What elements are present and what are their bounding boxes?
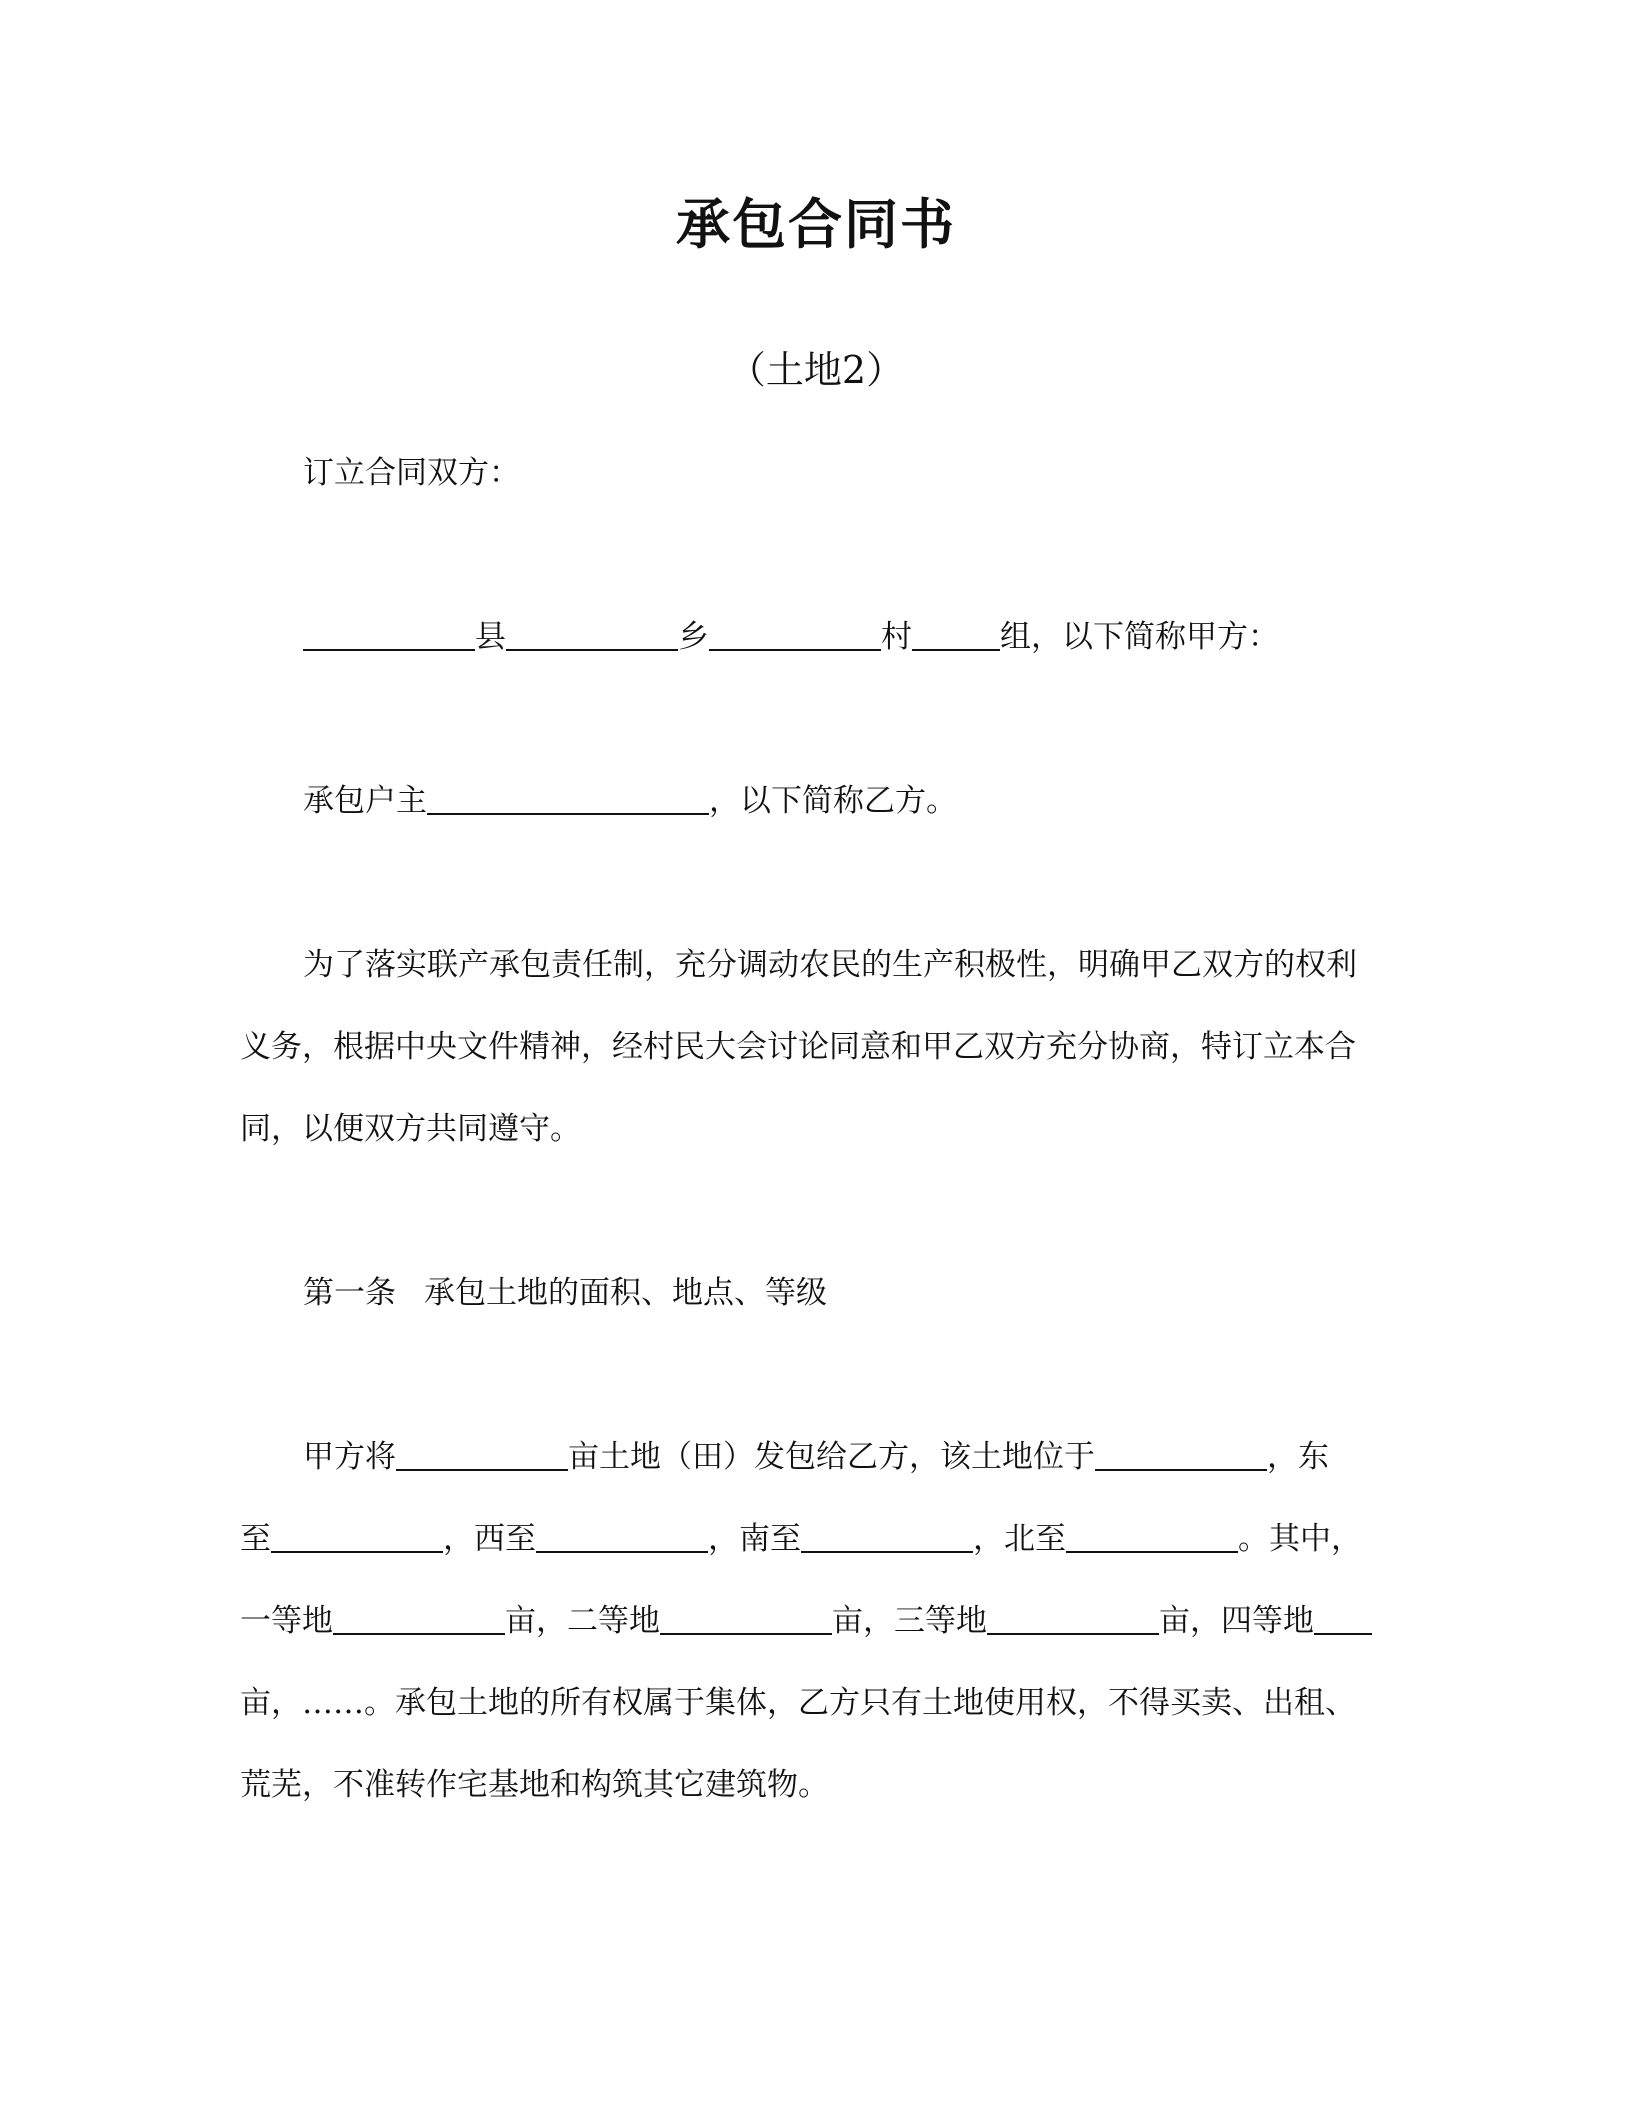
article-1-line-4: 亩，……。承包土地的所有权属于集体，乙方只有土地使用权，不得买卖、出租、 xyxy=(240,1685,1356,1721)
party-a-suffix: 组，以下简称甲方： xyxy=(1000,619,1279,655)
household-head-blank[interactable] xyxy=(427,779,709,815)
north-boundary-blank[interactable] xyxy=(1066,1517,1238,1553)
text-segment: 亩土地（田）发包给乙方，该土地位于 xyxy=(568,1439,1095,1475)
township-label: 乡 xyxy=(678,619,709,655)
county-label: 县 xyxy=(475,619,506,655)
preamble-line-1: 为了落实联产承包责任制，充分调动农民的生产积极性，明确甲乙双方的权利 xyxy=(303,947,1357,983)
document-subtitle: （土地2） xyxy=(727,348,905,392)
article-1-line-1 xyxy=(303,1432,1390,1482)
party-b-line xyxy=(303,776,1390,826)
party-b-suffix: ，以下简称乙方。 xyxy=(709,783,957,819)
group-blank[interactable] xyxy=(912,615,1000,651)
county-blank[interactable] xyxy=(303,615,475,651)
text-segment: ，北至 xyxy=(973,1521,1066,1557)
grade-1-blank[interactable] xyxy=(333,1599,505,1635)
party-b-prefix: 承包户主 xyxy=(303,783,427,819)
article-1-number: 第一条 xyxy=(303,1275,396,1311)
text-segment: 至 xyxy=(240,1521,271,1557)
text-segment: 亩，四等地 xyxy=(1159,1603,1314,1639)
grade-3-blank[interactable] xyxy=(987,1599,1159,1635)
article-1-line-3 xyxy=(240,1596,1390,1646)
text-segment: ，东 xyxy=(1267,1439,1329,1475)
preamble-line-2: 义务，根据中央文件精神，经村民大会讨论同意和甲乙双方充分协商，特订立本合 xyxy=(240,1029,1356,1065)
location-blank[interactable] xyxy=(1095,1435,1267,1471)
grade-2-blank[interactable] xyxy=(660,1599,832,1635)
west-boundary-blank[interactable] xyxy=(536,1517,708,1553)
grade-4-blank[interactable] xyxy=(1314,1599,1372,1635)
text-segment: 。其中， xyxy=(1238,1521,1362,1557)
text-segment: 甲方将 xyxy=(303,1439,396,1475)
text-segment: 一等地 xyxy=(240,1603,333,1639)
township-blank[interactable] xyxy=(506,615,678,651)
preamble-line-3: 同，以便双方共同遵守。 xyxy=(240,1111,581,1147)
text-segment: ，南至 xyxy=(708,1521,801,1557)
document-title: 承包合同书 xyxy=(676,193,956,256)
party-a-line xyxy=(303,612,1390,662)
text-segment: ，西至 xyxy=(443,1521,536,1557)
south-boundary-blank[interactable] xyxy=(801,1517,973,1553)
text-segment: 亩，二等地 xyxy=(505,1603,660,1639)
text-segment: 亩，三等地 xyxy=(832,1603,987,1639)
article-1-title: 承包土地的面积、地点、等级 xyxy=(424,1275,827,1311)
article-1-line-2 xyxy=(240,1514,1390,1564)
article-1-line-5: 荒芜，不准转作宅基地和构筑其它建筑物。 xyxy=(240,1767,829,1803)
east-boundary-blank[interactable] xyxy=(271,1517,443,1553)
village-blank[interactable] xyxy=(709,615,881,651)
area-blank[interactable] xyxy=(396,1435,568,1471)
article-1-heading xyxy=(303,1268,1390,1318)
parties-heading: 订立合同双方： xyxy=(303,455,520,491)
village-label: 村 xyxy=(881,619,912,655)
